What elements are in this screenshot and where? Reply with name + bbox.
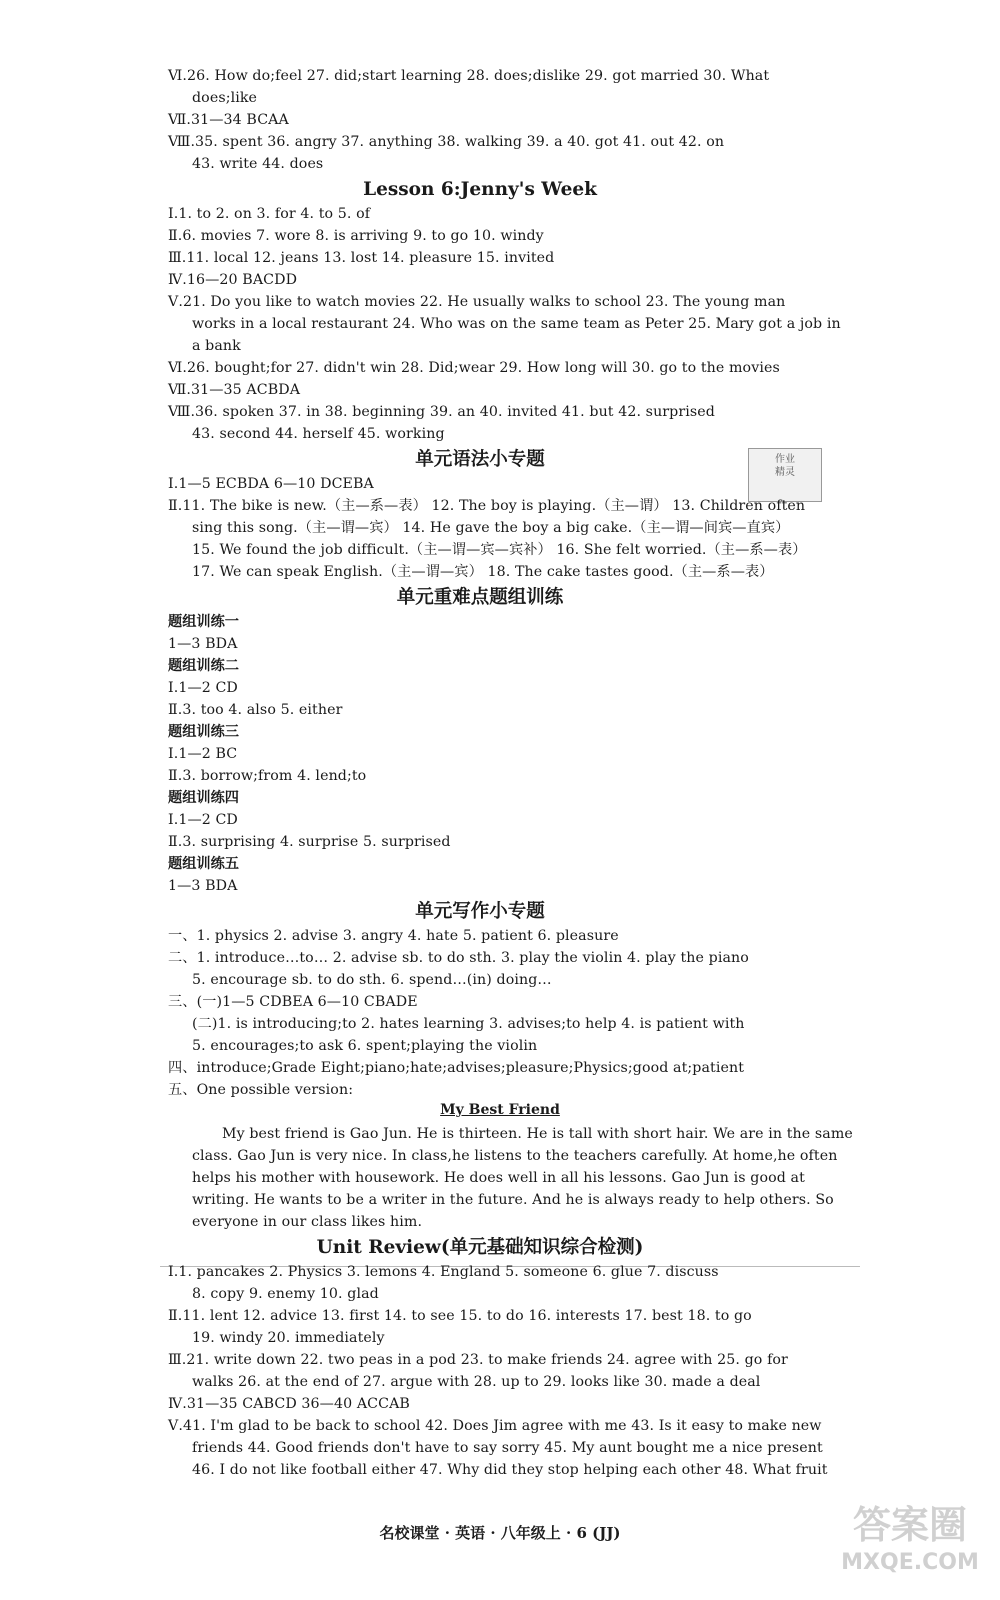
answer-line: Ⅳ.16—20 BACDD — [168, 272, 298, 288]
answer-line: Ⅱ.3. too 4. also 5. either — [168, 702, 343, 718]
essay-title: My Best Friend — [440, 1102, 560, 1118]
essay-line: helps his mother with housework. He does well in all his lessons. Gao Jun is good at — [192, 1170, 805, 1186]
answer-line: Ⅱ.11. lent 12. advice 13. first 14. to see 15. to do 16. interests 17. best 18. to go — [168, 1308, 752, 1324]
answer-line: Ⅱ.3. surprising 4. surprise 5. surprised — [168, 834, 451, 850]
answer-line: sing this song.（主—谓—宾） 14. He gave the boy a big cake.（主—谓—间宾—直宾） — [192, 520, 790, 536]
answer-line: walks 26. at the end of 27. argue with 28. up to 29. looks like 30. made a deal — [192, 1374, 761, 1390]
answer-line: Ⅷ.35. spent 36. angry 37. anything 38. walking 39. a 40. got 41. out 42. on — [168, 134, 725, 150]
section-title-drills: 单元重难点题组训练 — [396, 587, 564, 608]
answer-line: 1—3 BDA — [168, 878, 238, 894]
section-title-writing: 单元写作小专题 — [415, 901, 545, 922]
answer-line: Ⅶ.31—34 BCAA — [168, 112, 289, 128]
stamp-text: 精灵 — [775, 467, 795, 478]
answer-line: 四、introduce;Grade Eight;piano;hate;advises;pleasure;Physics;good at;patient — [168, 1060, 744, 1076]
watermark-logo — [830, 1500, 990, 1590]
drill-group-label: 题组训练五 — [168, 856, 239, 872]
answer-line: works in a local restaurant 24. Who was on the same team as Peter 25. Mary got a job in — [192, 316, 841, 332]
answer-line: 19. windy 20. immediately — [192, 1330, 385, 1346]
drill-group-label: 题组训练一 — [168, 614, 239, 630]
page-footer: 名校课堂 · 英语 · 八年级上 · 6 (JJ) — [379, 1524, 621, 1542]
answer-line: 五、One possible version: — [168, 1082, 354, 1098]
answer-line: Ⅰ.1—2 CD — [168, 680, 238, 696]
answer-line: 43. second 44. herself 45. working — [192, 426, 445, 442]
answer-line: 8. copy 9. enemy 10. glad — [192, 1286, 379, 1302]
answer-line: Ⅴ.21. Do you like to watch movies 22. He usually walks to school 23. The young man — [168, 294, 786, 310]
answer-line: 5. encourage sb. to do sth. 6. spend…(in) doing… — [192, 972, 552, 988]
drill-group-label: 题组训练二 — [168, 658, 239, 674]
answer-line: 43. write 44. does — [192, 156, 324, 172]
answer-line: (二)1. is introducing;to 2. hates learning 3. advises;to help 4. is patient with — [192, 1016, 745, 1032]
answer-line: 1—3 BDA — [168, 636, 238, 652]
section-title-grammar: 单元语法小专题 — [415, 449, 545, 470]
watermark-url: MXQE.COM — [841, 1550, 979, 1575]
answer-line: Ⅱ.3. borrow;from 4. lend;to — [168, 768, 367, 784]
section-title-lesson6: Lesson 6:Jenny's Week — [363, 179, 597, 200]
answer-line: 二、1. introduce…to… 2. advise sb. to do sth. 3. play the violin 4. play the piano — [168, 950, 749, 966]
answer-line: 46. I do not like football either 47. Why did they stop helping each other 48. What fruit — [192, 1462, 828, 1478]
answer-line: Ⅰ.1. pancakes 2. Physics 3. lemons 4. England 5. someone 6. glue 7. discuss — [168, 1264, 719, 1280]
answer-line: Ⅰ.1. to 2. on 3. for 4. to 5. of — [168, 206, 371, 222]
answer-line: Ⅵ.26. How do;feel 27. did;start learning 28. does;dislike 29. got married 30. What — [168, 68, 770, 84]
answer-line: does;like — [192, 90, 258, 106]
answer-line: Ⅱ.11. The bike is new.（主—系—表） 12. The boy is playing.（主—谓） 13. Children often — [168, 498, 806, 514]
answer-line: 17. We can speak English.（主—谓—宾） 18. The cake tastes good.（主—系—表） — [192, 564, 774, 580]
essay-line: everyone in our class likes him. — [192, 1214, 423, 1230]
essay-line: writing. He wants to be a writer in the future. And he is always ready to help others. So — [192, 1192, 834, 1208]
drill-group-label: 题组训练四 — [168, 790, 239, 806]
section-title-review: Unit Review(单元基础知识综合检测) — [316, 1237, 644, 1258]
answer-line: Ⅰ.1—2 CD — [168, 812, 238, 828]
stamp-text: 作业 — [775, 454, 795, 465]
essay-line: class. Gao Jun is very nice. In class,he listens to the teachers carefully. At home,he often — [192, 1148, 838, 1164]
answer-line: Ⅵ.26. bought;for 27. didn't win 28. Did;wear 29. How long will 30. go to the movies — [168, 360, 780, 376]
answer-line: Ⅳ.31—35 CABCD 36—40 ACCAB — [168, 1396, 410, 1412]
answer-line: Ⅰ.1—5 ECBDA 6—10 DCEBA — [168, 476, 374, 492]
answer-line: Ⅷ.36. spoken 37. in 38. beginning 39. an 40. invited 41. but 42. surprised — [168, 404, 715, 420]
drill-group-label: 题组训练三 — [168, 724, 239, 740]
answer-line: Ⅴ.41. I'm glad to be back to school 42. Does Jim agree with me 43. Is it easy to make new — [168, 1418, 822, 1434]
essay-line: My best friend is Gao Jun. He is thirteen. He is tall with short hair. We are in the same — [222, 1126, 853, 1142]
answer-line: 15. We found the job difficult.（主—谓—宾—宾补） 16. She felt worried.（主—系—表） — [192, 542, 807, 558]
answer-line: a bank — [192, 338, 241, 354]
answer-line: 5. encourages;to ask 6. spent;playing the violin — [192, 1038, 538, 1054]
answer-line: Ⅲ.21. write down 22. two peas in a pod 23. to make friends 24. agree with 25. go for — [168, 1352, 788, 1368]
answer-line: friends 44. Good friends don't have to say sorry 45. My aunt bought me a nice present — [192, 1440, 823, 1456]
answer-line: 一、1. physics 2. advise 3. angry 4. hate 5. patient 6. pleasure — [168, 928, 619, 944]
answer-line: Ⅱ.6. movies 7. wore 8. is arriving 9. to go 10. windy — [168, 228, 544, 244]
answer-line: Ⅶ.31—35 ACBDA — [168, 382, 301, 398]
answer-line: Ⅰ.1—2 BC — [168, 746, 238, 762]
watermark-text: 答案圈 — [852, 1503, 967, 1547]
answer-line: Ⅲ.11. local 12. jeans 13. lost 14. pleasure 15. invited — [168, 250, 555, 266]
answer-line: 三、(一)1—5 CDBEA 6—10 CBADE — [168, 994, 418, 1010]
